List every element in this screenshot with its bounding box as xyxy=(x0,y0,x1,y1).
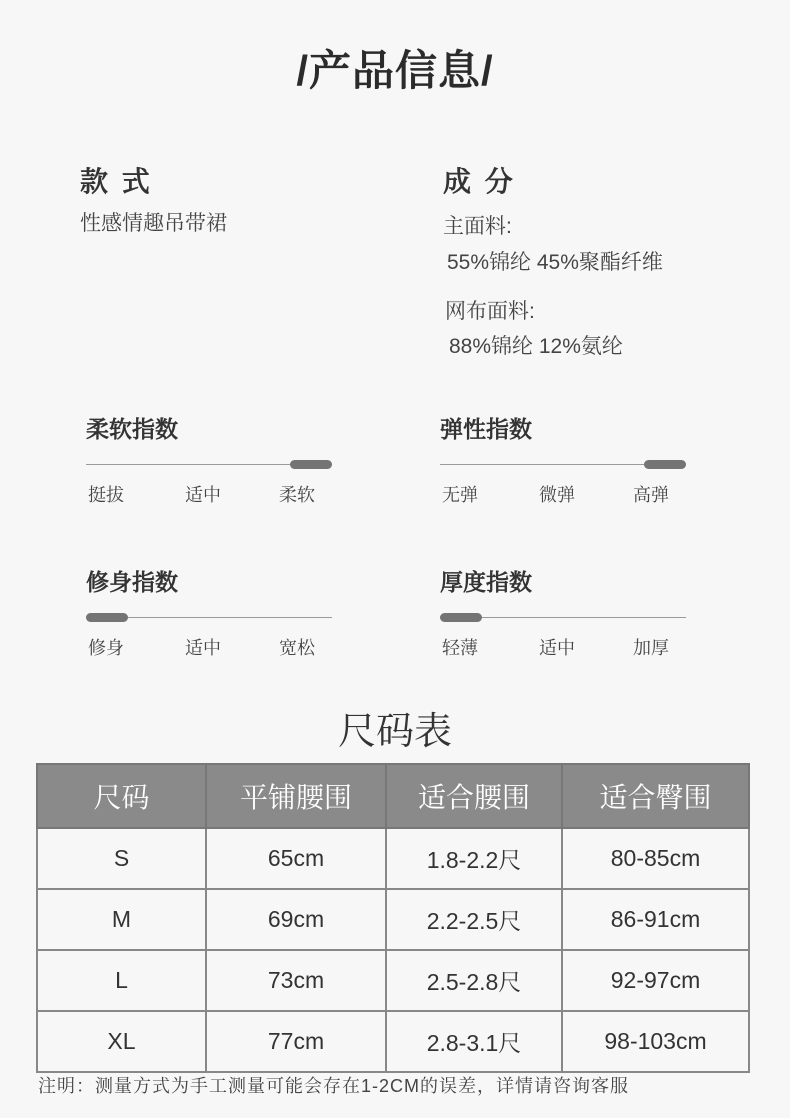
cell-flat-waist: 65cm xyxy=(206,828,386,889)
index-label-low: 轻薄 xyxy=(442,638,478,658)
mesh-fabric-label: 网布面料: xyxy=(445,300,535,323)
style-value: 性感情趣吊带裙 xyxy=(80,212,227,235)
index-level-knob xyxy=(86,613,128,622)
index-label-low: 修身 xyxy=(88,638,124,658)
cell-fit-hip: 98-103cm xyxy=(562,1011,749,1072)
cell-fit-hip: 80-85cm xyxy=(562,828,749,889)
cell-flat-waist: 69cm xyxy=(206,889,386,950)
cell-size: S xyxy=(37,828,206,889)
cell-fit-hip: 86-91cm xyxy=(562,889,749,950)
index-label-high: 高弹 xyxy=(633,485,669,505)
index-label-mid: 适中 xyxy=(185,638,221,658)
index-title: 柔软指数 xyxy=(86,416,178,442)
size-table xyxy=(36,763,750,1073)
index-label-mid: 适中 xyxy=(185,485,221,505)
cell-fit-waist: 1.8-2.2尺 xyxy=(386,828,562,889)
cell-size: XL xyxy=(37,1011,206,1072)
cell-fit-waist: 2.2-2.5尺 xyxy=(386,889,562,950)
index-label-mid: 适中 xyxy=(539,638,575,658)
size-table-header-row xyxy=(37,764,749,828)
cell-fit-hip: 92-97cm xyxy=(562,950,749,1011)
table-row xyxy=(37,950,749,1011)
main-fabric-value: 55%锦纶 45%聚酯纤维 xyxy=(447,251,663,274)
cell-fit-waist: 2.5-2.8尺 xyxy=(386,950,562,1011)
mesh-fabric-value: 88%锦纶 12%氨纶 xyxy=(449,335,623,358)
table-row xyxy=(37,1011,749,1072)
index-level-knob xyxy=(644,460,686,469)
header-fit-hip: 适合臀围 xyxy=(562,764,749,828)
index-label-low: 挺拔 xyxy=(88,485,124,505)
index-label-high: 加厚 xyxy=(633,638,669,658)
index-label-high: 柔软 xyxy=(279,485,315,505)
page-title: /产品信息/ xyxy=(296,47,494,94)
index-level-knob xyxy=(440,613,482,622)
header-flat-waist: 平铺腰围 xyxy=(206,764,386,828)
index-level-knob xyxy=(290,460,332,469)
cell-size: L xyxy=(37,950,206,1011)
cell-flat-waist: 73cm xyxy=(206,950,386,1011)
table-row xyxy=(37,889,749,950)
cell-fit-waist: 2.8-3.1尺 xyxy=(386,1011,562,1072)
index-label-low: 无弹 xyxy=(442,485,478,505)
index-label-high: 宽松 xyxy=(279,638,315,658)
header-fit-waist: 适合腰围 xyxy=(386,764,562,828)
table-row xyxy=(37,828,749,889)
index-title: 弹性指数 xyxy=(440,416,532,442)
style-heading: 款 式 xyxy=(80,166,153,197)
index-label-mid: 微弹 xyxy=(539,485,575,505)
header-size: 尺码 xyxy=(37,764,206,828)
main-fabric-label: 主面料: xyxy=(443,215,512,238)
cell-flat-waist: 77cm xyxy=(206,1011,386,1072)
index-title: 厚度指数 xyxy=(440,569,532,595)
composition-heading: 成 分 xyxy=(443,166,516,197)
measurement-note: 注明：测量方式为手工测量可能会存在1-2CM的误差，详情请咨询客服 xyxy=(38,1076,630,1096)
size-chart-title: 尺码表 xyxy=(337,711,452,753)
cell-size: M xyxy=(37,889,206,950)
index-title: 修身指数 xyxy=(86,569,178,595)
